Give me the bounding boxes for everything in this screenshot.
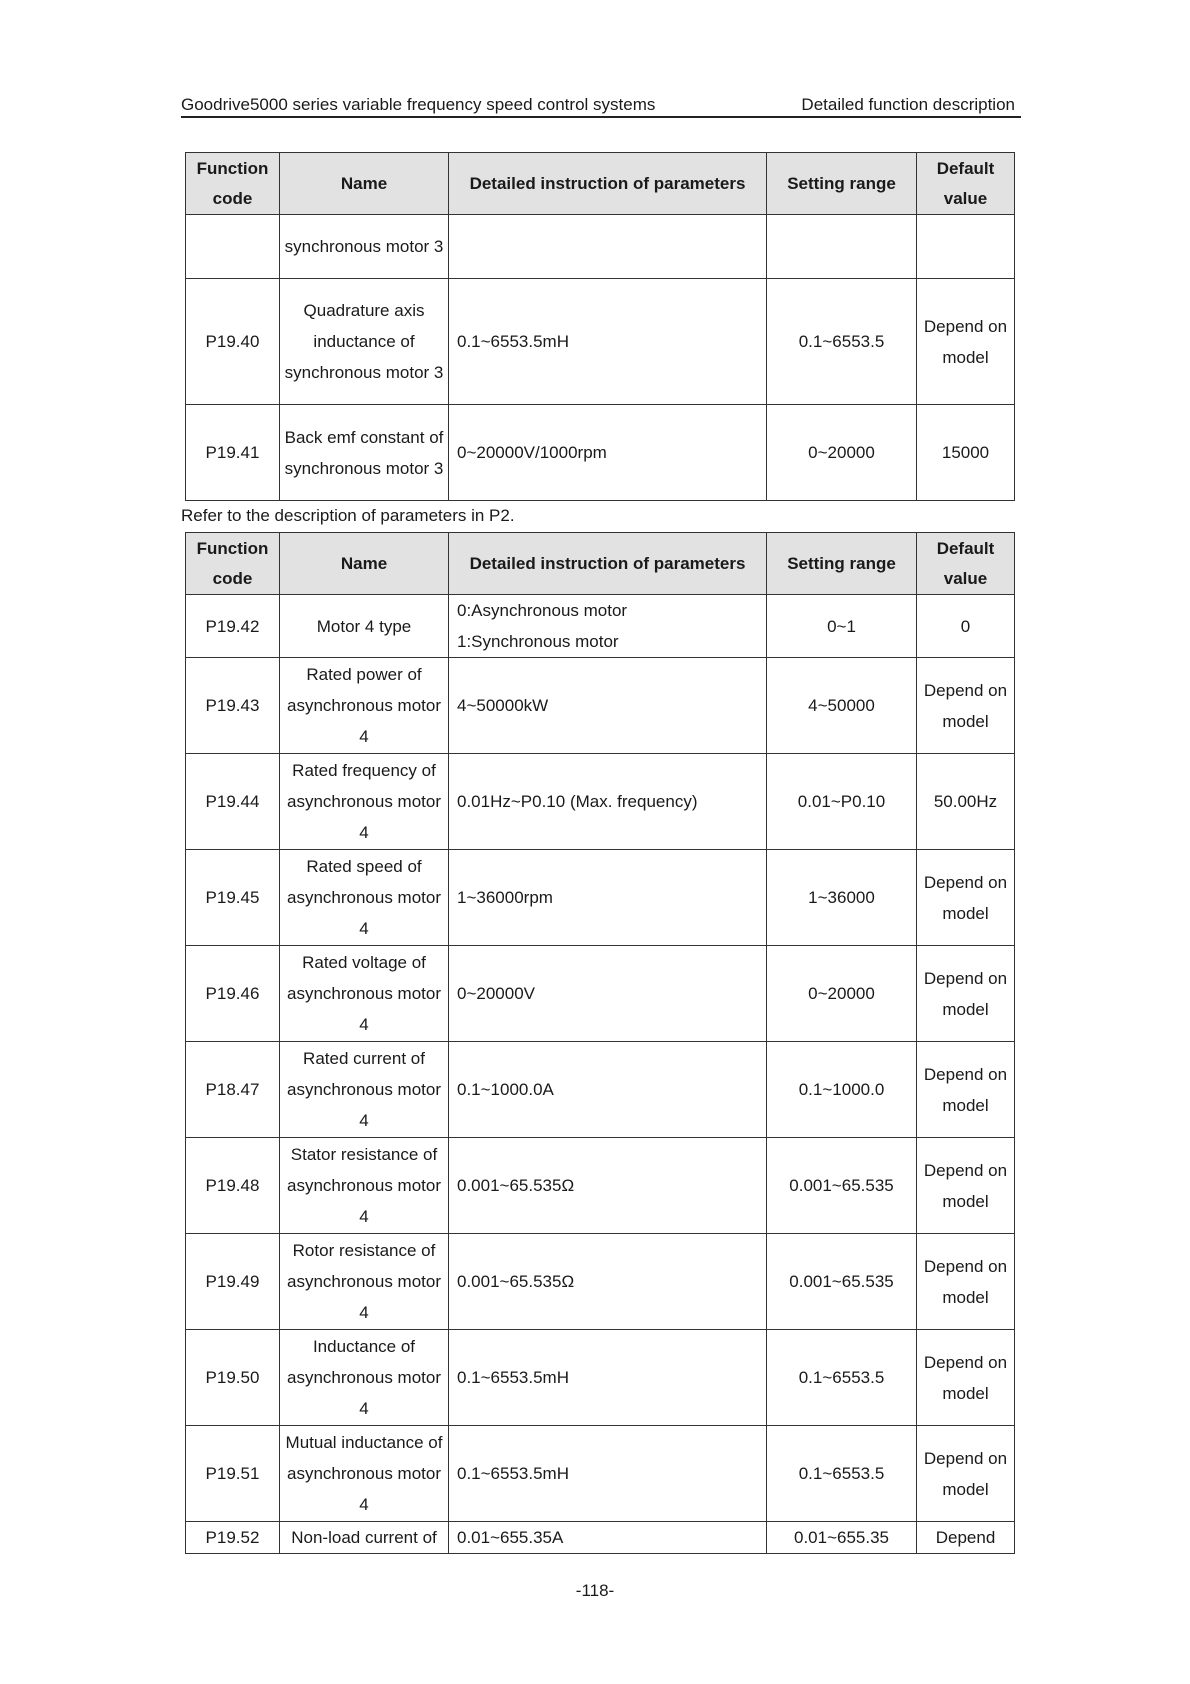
cell-name: Stator resistance of asynchronous motor 4: [280, 1138, 449, 1234]
table-row: [186, 1234, 1015, 1330]
cell-name: Rated voltage of asynchronous motor 4: [280, 946, 449, 1042]
cell-code: P19.48: [186, 1138, 280, 1234]
cell-name: Rated speed of asynchronous motor 4: [280, 850, 449, 946]
column-header-code: Function code: [186, 153, 280, 215]
cell-code: P19.51: [186, 1426, 280, 1522]
cell-detail: 0.001~65.535Ω: [449, 1234, 767, 1330]
table-row: [186, 279, 1015, 405]
cell-range: 0.001~65.535: [767, 1138, 917, 1234]
header-section: Detailed function description: [801, 95, 1015, 114]
table-row: [186, 1522, 1015, 1554]
table-row: [186, 850, 1015, 946]
cell-range: [767, 215, 917, 279]
column-header-default: Default value: [917, 153, 1015, 215]
cell-range: 4~50000: [767, 658, 917, 754]
cell-detail: 1~36000rpm: [449, 850, 767, 946]
cell-detail: 0.1~6553.5mH: [449, 279, 767, 405]
table-row: [186, 1330, 1015, 1426]
cell-default: Depend on model: [917, 946, 1015, 1042]
cell-range: 0.1~6553.5: [767, 279, 917, 405]
table-row: [186, 595, 1015, 658]
column-header-detail: Detailed instruction of parameters: [449, 153, 767, 215]
cell-range: 0~20000: [767, 405, 917, 501]
cell-default: 50.00Hz: [917, 754, 1015, 850]
cell-code: P19.42: [186, 595, 280, 658]
cell-code: P19.49: [186, 1234, 280, 1330]
cell-detail: 0~20000V/1000rpm: [449, 405, 767, 501]
column-header-name: Name: [280, 153, 449, 215]
table-row: [186, 946, 1015, 1042]
cell-code: P19.43: [186, 658, 280, 754]
cell-detail: 0.01Hz~P0.10 (Max. frequency): [449, 754, 767, 850]
cell-name: Quadrature axis inductance of synchronous motor 3: [280, 279, 449, 405]
parameter-table-1: [185, 152, 1015, 501]
column-header-code: Function code: [186, 533, 280, 595]
table-header-row: [186, 153, 1015, 215]
cell-range: 0~1: [767, 595, 917, 658]
cell-detail: 4~50000kW: [449, 658, 767, 754]
cell-default: [917, 215, 1015, 279]
table-row: [186, 754, 1015, 850]
cell-code: P19.40: [186, 279, 280, 405]
cell-range: 0.01~655.35: [767, 1522, 917, 1554]
cell-name: Motor 4 type: [280, 595, 449, 658]
cell-name: Rated frequency of asynchronous motor 4: [280, 754, 449, 850]
cell-default: Depend on model: [917, 1042, 1015, 1138]
cell-range: 0.01~P0.10: [767, 754, 917, 850]
cell-range: 0.1~6553.5: [767, 1426, 917, 1522]
cell-name: Rated current of asynchronous motor 4: [280, 1042, 449, 1138]
cell-default: Depend on model: [917, 1138, 1015, 1234]
cell-detail: 0.1~6553.5mH: [449, 1330, 767, 1426]
cell-default: Depend: [917, 1522, 1015, 1554]
cell-name: synchronous motor 3: [280, 215, 449, 279]
cell-range: 0.001~65.535: [767, 1234, 917, 1330]
table-header-row: [186, 533, 1015, 595]
table-row: [186, 1138, 1015, 1234]
column-header-default: Default value: [917, 533, 1015, 595]
cell-name: Mutual inductance of asynchronous motor 4: [280, 1426, 449, 1522]
cell-default: Depend on model: [917, 1234, 1015, 1330]
detail-line: 0:Asynchronous motor: [457, 601, 628, 620]
cell-code: P19.45: [186, 850, 280, 946]
cell-name: Back emf constant of synchronous motor 3: [280, 405, 449, 501]
cell-detail: 0.1~6553.5mH: [449, 1426, 767, 1522]
cell-code: P19.52: [186, 1522, 280, 1554]
cell-default: Depend on model: [917, 1330, 1015, 1426]
cell-detail: 0.1~1000.0A: [449, 1042, 767, 1138]
cell-name: Rotor resistance of asynchronous motor 4: [280, 1234, 449, 1330]
reference-note: Refer to the description of parameters in P2.: [181, 506, 515, 525]
cell-default: Depend on model: [917, 850, 1015, 946]
header-title: Goodrive5000 series variable frequency speed control systems: [181, 95, 656, 114]
cell-detail: 0~20000V: [449, 946, 767, 1042]
cell-detail: 0.001~65.535Ω: [449, 1138, 767, 1234]
cell-detail: 0.01~655.35A: [449, 1522, 767, 1554]
column-header-range: Setting range: [767, 533, 917, 595]
cell-range: 1~36000: [767, 850, 917, 946]
cell-range: 0.1~1000.0: [767, 1042, 917, 1138]
cell-default: Depend on model: [917, 279, 1015, 405]
table-row: [186, 405, 1015, 501]
cell-name: Rated power of asynchronous motor 4: [280, 658, 449, 754]
cell-code: P19.50: [186, 1330, 280, 1426]
column-header-range: Setting range: [767, 153, 917, 215]
cell-code: P19.46: [186, 946, 280, 1042]
cell-detail: [449, 595, 767, 658]
table-row: [186, 1042, 1015, 1138]
cell-default: Depend on model: [917, 658, 1015, 754]
parameter-table-2: [185, 532, 1015, 1554]
table-row: [186, 1426, 1015, 1522]
cell-default: Depend on model: [917, 1426, 1015, 1522]
column-header-detail: Detailed instruction of parameters: [449, 533, 767, 595]
cell-code: P18.47: [186, 1042, 280, 1138]
detail-line: 1:Synchronous motor: [457, 632, 619, 651]
cell-range: 0.1~6553.5: [767, 1330, 917, 1426]
cell-name: Non-load current of: [280, 1522, 449, 1554]
cell-default: 15000: [917, 405, 1015, 501]
page-number: -118-: [575, 1581, 615, 1600]
table-row: [186, 215, 1015, 279]
cell-detail: [449, 215, 767, 279]
cell-code: P19.44: [186, 754, 280, 850]
cell-code: P19.41: [186, 405, 280, 501]
column-header-name: Name: [280, 533, 449, 595]
cell-range: 0~20000: [767, 946, 917, 1042]
cell-default: 0: [917, 595, 1015, 658]
page-header: [181, 90, 1021, 118]
cell-name: Inductance of asynchronous motor 4: [280, 1330, 449, 1426]
table-row: [186, 658, 1015, 754]
cell-code: [186, 215, 280, 279]
